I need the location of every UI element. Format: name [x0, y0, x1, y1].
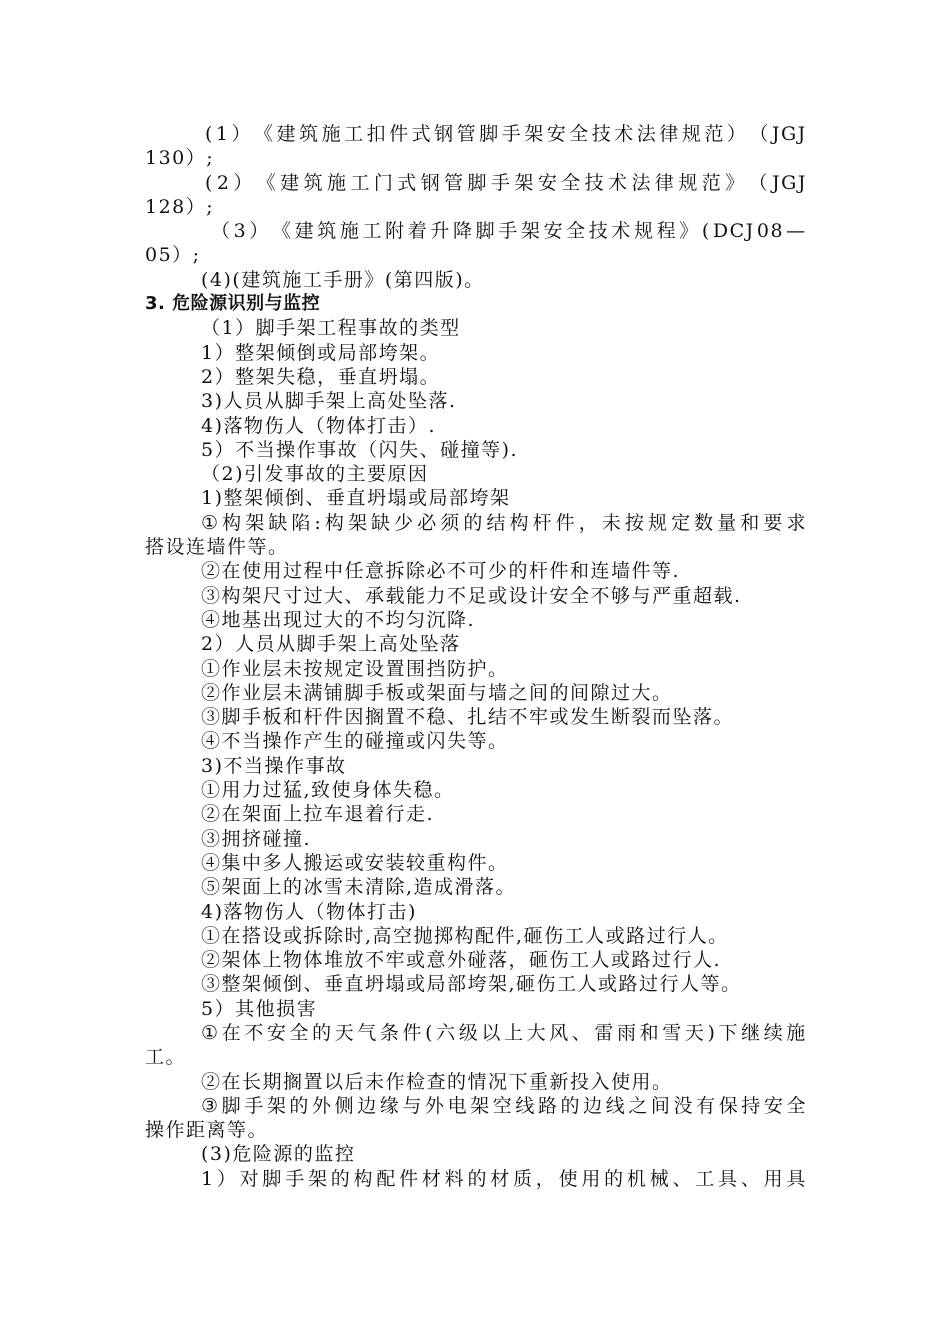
glyph: 构: [509, 511, 531, 534]
glyph: ）: [231, 123, 253, 145]
glyph: 陷: [291, 511, 312, 534]
glyph: 构: [324, 511, 346, 534]
glyph: 脚: [475, 220, 497, 243]
text-line: ②在架面上拉车退着行走.: [201, 803, 435, 826]
glyph: 用: [763, 1167, 785, 1190]
glyph: 缺: [371, 511, 392, 534]
glyph: 架: [470, 1094, 491, 1117]
glyph: 对: [239, 1167, 261, 1190]
glyph: 电: [447, 1094, 469, 1117]
glyph: 与: [402, 1094, 423, 1117]
text-line: [145, 1167, 807, 1191]
glyph: 法: [631, 171, 653, 194]
glyph: 材: [490, 1167, 511, 1190]
glyph: 钢: [420, 171, 442, 194]
glyph: 在: [221, 1021, 243, 1044]
glyph: 按: [624, 511, 646, 534]
glyph: 术: [608, 171, 629, 194]
glyph: 上: [503, 1021, 525, 1044]
glyph: ）: [216, 1167, 238, 1190]
glyph: :: [314, 511, 323, 534]
glyph: 、: [740, 1167, 762, 1190]
glyph: 求: [786, 511, 807, 534]
glyph: 1: [201, 1167, 215, 1190]
glyph: 升: [430, 220, 451, 243]
glyph: 雷: [594, 1021, 615, 1044]
glyph: （: [749, 123, 770, 145]
text-line: 1)整架倾倒、垂直坍塌或局部垮架: [201, 487, 511, 510]
glyph: 规: [633, 220, 655, 243]
text-line: ④不当操作产生的碰撞或闪失等。: [201, 730, 509, 753]
glyph: ，: [578, 511, 600, 534]
glyph: 架: [347, 511, 369, 534]
glyph: 、: [672, 1167, 693, 1190]
glyph: 机: [626, 1167, 648, 1190]
glyph: 件: [402, 1021, 424, 1044]
glyph: 要: [763, 511, 784, 534]
glyph: 工: [695, 1167, 716, 1190]
glyph: 质: [513, 1167, 534, 1190]
glyph: ①: [201, 511, 220, 534]
text-line: 128）;: [145, 195, 215, 218]
glyph: ）: [726, 123, 748, 145]
glyph: 术: [611, 220, 632, 243]
glyph: 构: [353, 1167, 375, 1190]
glyph: 架: [524, 123, 545, 145]
text-line: 3)不当操作事故: [201, 754, 347, 777]
glyph: 手: [285, 1167, 306, 1190]
section-heading: 3. 危险源识别与监控: [145, 293, 321, 315]
glyph: 技: [591, 123, 613, 145]
glyph: 筑: [317, 220, 338, 243]
glyph: 件: [555, 511, 577, 534]
glyph: 必: [417, 511, 438, 534]
text-line: ①用力过猛,致使身体失稳。: [201, 779, 455, 802]
text-line: 操作距离等。: [145, 1119, 269, 1142]
glyph: ③: [201, 1094, 220, 1117]
glyph: 规: [681, 123, 703, 145]
glyph: 构: [222, 511, 243, 534]
glyph: 施: [321, 123, 343, 145]
glyph: 律: [659, 123, 680, 145]
glyph: 安: [543, 220, 564, 243]
glyph: 规: [647, 511, 669, 534]
text-line: ③脚手板和杆件因搁置不稳、扎结不牢或发生断裂而坠落。: [201, 706, 735, 729]
text-line: ②架体上物体堆放不牢或意外碰落，砸伤工人或路过行人.: [201, 949, 722, 972]
glyph: 3: [233, 220, 248, 243]
text-line: 5）其他损害: [201, 997, 318, 1020]
glyph: 配: [376, 1167, 397, 1190]
text-line: 工。: [145, 1046, 187, 1069]
glyph: 着: [407, 220, 429, 243]
glyph: ①: [201, 1021, 220, 1044]
glyph: 08: [756, 220, 785, 243]
text-line: 4)落物伤人（物体打击): [201, 900, 417, 923]
glyph: 手: [490, 171, 512, 194]
glyph: 建: [294, 220, 316, 243]
glyph: （: [211, 220, 232, 243]
glyph: 技: [588, 220, 610, 243]
text-line: （1）脚手架工程事故的类型: [201, 317, 461, 340]
glyph: 的: [463, 511, 484, 534]
text-line: ③整架倾倒、垂直坍塌或局部垮架,砸伤工人或路过行人等。: [201, 973, 742, 996]
glyph: 有: [696, 1094, 717, 1117]
glyph: 脚: [467, 171, 489, 194]
glyph: 以: [481, 1021, 502, 1044]
glyph: 程: [656, 220, 678, 243]
glyph: (: [205, 171, 214, 194]
glyph: 料: [444, 1167, 466, 1190]
glyph: —: [786, 220, 807, 243]
glyph: 气: [357, 1021, 378, 1044]
glyph: 全: [566, 220, 587, 243]
glyph: 架: [514, 171, 535, 194]
glyph: 安: [537, 171, 559, 194]
text-line: ②作业层未满铺脚手板或架面与墙之间的间隙过大。: [201, 681, 673, 704]
text-line: ④集中多人搬运或安装较重构件。: [201, 851, 509, 874]
glyph: ): [707, 1021, 717, 1044]
glyph: 雨: [617, 1021, 638, 1044]
text-line: (3)危险源的监控: [201, 1143, 356, 1166]
glyph: 缘: [379, 1094, 401, 1117]
glyph: 天: [684, 1021, 706, 1044]
text-line: ①在搭设或拆除时,高空抛掷构配件,砸伤工人或路过行人。: [201, 924, 729, 947]
glyph: (: [701, 220, 711, 243]
glyph: 手: [244, 1094, 265, 1117]
glyph: 手: [498, 220, 519, 243]
glyph: 件: [399, 1167, 420, 1190]
text-line: 3)人员从脚手架上高处坠落.: [201, 390, 457, 413]
glyph: 脚: [262, 1167, 283, 1190]
glyph: 安: [763, 1094, 785, 1117]
glyph: 全: [289, 1021, 310, 1044]
glyph: 空: [492, 1094, 514, 1117]
text-line: 搭设连墙件等。: [145, 536, 289, 559]
glyph: 杆: [532, 511, 554, 534]
glyph: 下: [718, 1021, 739, 1044]
glyph: JGJ: [772, 171, 807, 194]
glyph: 范: [704, 123, 725, 145]
glyph: 没: [673, 1094, 695, 1117]
glyph: 全: [561, 171, 582, 194]
text-line: 2）整架失稳，垂直坍塌。: [201, 365, 441, 388]
glyph: 架: [266, 1094, 288, 1117]
glyph: 律: [654, 171, 676, 194]
text-line: ③构架尺寸过大、承载能力不足或设计安全不够与严重超载.: [201, 584, 742, 607]
glyph: （: [748, 171, 770, 194]
glyph: 规: [678, 171, 699, 194]
glyph: DCJ: [712, 220, 755, 243]
glyph: 的: [560, 1094, 582, 1117]
glyph: 材: [421, 1167, 443, 1190]
glyph: 管: [444, 171, 465, 194]
glyph: 术: [614, 123, 635, 145]
glyph: 械: [649, 1167, 671, 1190]
text-line: (4)(建筑施工手册》(第四版)。: [201, 268, 485, 291]
glyph: 量: [717, 511, 738, 534]
glyph: 脚: [221, 1094, 243, 1117]
glyph: 2: [216, 171, 231, 194]
glyph: 手: [501, 123, 523, 145]
text-line: [145, 1094, 807, 1118]
glyph: 边: [583, 1094, 604, 1117]
glyph: 筑: [299, 123, 320, 145]
glyph: 不: [244, 1021, 265, 1044]
text-line: ③拥挤碰撞.: [201, 827, 312, 850]
glyph: 外: [312, 1094, 333, 1117]
glyph: 》: [679, 220, 700, 243]
text-line: ⑤架面上的冰雪未清除,造成滑落。: [201, 876, 517, 899]
glyph: 线: [515, 1094, 536, 1117]
text-line: ②在使用过程中任意拆除必不可少的杆件和连墙件等.: [201, 560, 681, 583]
glyph: 架: [307, 1167, 329, 1190]
glyph: (: [205, 123, 214, 145]
glyph: 工: [350, 171, 371, 194]
glyph: 未: [601, 511, 623, 534]
glyph: 和: [639, 1021, 661, 1044]
glyph: 安: [266, 1021, 288, 1044]
glyph: 结: [486, 511, 507, 534]
glyph: 使: [558, 1167, 580, 1190]
glyph: 天: [334, 1021, 356, 1044]
glyph: 数: [694, 511, 715, 534]
glyph: 风: [549, 1021, 570, 1044]
glyph: 《: [254, 123, 275, 145]
text-line: [145, 1021, 807, 1045]
glyph: 件: [389, 123, 410, 145]
text-line: ①作业层未按规定设置围挡防护。: [201, 657, 509, 680]
glyph: 少: [394, 511, 415, 534]
glyph: 降: [452, 220, 474, 243]
glyph: 架: [245, 511, 266, 534]
glyph: 侧: [334, 1094, 356, 1117]
glyph: 式: [397, 171, 418, 194]
text-line: 4)落物伤人（物体打击）.: [201, 414, 437, 437]
text-line: （2)引发事故的主要原因: [201, 463, 429, 486]
glyph: 路: [537, 1094, 559, 1117]
glyph: 全: [786, 1094, 807, 1117]
glyph: 施: [327, 171, 348, 194]
text-line: 05）;: [145, 244, 201, 267]
glyph: 持: [741, 1094, 762, 1117]
glyph: 线: [605, 1094, 627, 1117]
glyph: 大: [526, 1021, 548, 1044]
glyph: 施: [786, 1021, 807, 1044]
glyph: 之: [628, 1094, 649, 1117]
glyph: 附: [385, 220, 406, 243]
glyph: 具: [786, 1167, 807, 1190]
glyph: 钢: [434, 123, 455, 145]
glyph: ）: [249, 220, 270, 243]
text-line: 130）;: [145, 147, 215, 170]
glyph: 边: [357, 1094, 378, 1117]
glyph: 全: [569, 123, 590, 145]
glyph: 脚: [479, 123, 500, 145]
glyph: 建: [280, 171, 301, 194]
glyph: 的: [289, 1094, 310, 1117]
glyph: 法: [636, 123, 658, 145]
text-line: ②在长期搁置以后未作检查的情况下重新投入使用。: [201, 1070, 673, 1093]
glyph: 《: [256, 171, 278, 194]
glyph: 续: [763, 1021, 785, 1044]
glyph: 条: [379, 1021, 401, 1044]
glyph: 具: [718, 1167, 739, 1190]
glyph: ，: [535, 1167, 557, 1190]
glyph: 外: [424, 1094, 446, 1117]
glyph: 架: [520, 220, 542, 243]
glyph: 安: [546, 123, 568, 145]
glyph: 须: [440, 511, 461, 534]
glyph: 的: [312, 1021, 333, 1044]
glyph: 管: [456, 123, 478, 145]
text-line: [145, 219, 807, 243]
text-line: 1）整架倾倒或局部垮架。: [201, 341, 441, 364]
glyph: 定: [671, 511, 692, 534]
glyph: 六: [436, 1021, 457, 1044]
glyph: 建: [276, 123, 298, 145]
glyph: 缺: [268, 511, 289, 534]
glyph: (: [425, 1021, 435, 1044]
glyph: 、: [571, 1021, 593, 1044]
glyph: 范: [701, 171, 723, 194]
glyph: 扣: [366, 123, 388, 145]
document-body: [145, 122, 807, 1191]
glyph: ）: [233, 171, 254, 194]
glyph: 和: [740, 511, 761, 534]
text-line: 5）不当操作事故（闪失、碰撞等).: [201, 438, 519, 461]
glyph: 1: [215, 123, 230, 145]
glyph: 的: [604, 1167, 625, 1190]
glyph: 技: [584, 171, 606, 194]
glyph: 工: [344, 123, 365, 145]
text-line: ④地基出现过大的不均匀沉降.: [201, 608, 476, 631]
glyph: JGJ: [771, 123, 807, 145]
glyph: 保: [718, 1094, 740, 1117]
text-line: [145, 171, 807, 195]
glyph: 》: [725, 171, 746, 194]
text-line: [145, 511, 807, 535]
glyph: 的: [467, 1167, 488, 1190]
glyph: 门: [373, 171, 395, 194]
glyph: 雪: [662, 1021, 683, 1044]
glyph: 级: [458, 1021, 480, 1044]
glyph: 继: [741, 1021, 762, 1044]
glyph: 间: [650, 1094, 672, 1117]
text-line: [145, 122, 807, 146]
glyph: 的: [330, 1167, 352, 1190]
text-line: 2）人员从脚手架上高处坠落: [201, 633, 461, 656]
glyph: 施: [339, 220, 361, 243]
glyph: 工: [362, 220, 383, 243]
glyph: 式: [411, 123, 433, 145]
glyph: 用: [581, 1167, 602, 1190]
glyph: 《: [271, 220, 293, 243]
glyph: 筑: [303, 171, 325, 194]
